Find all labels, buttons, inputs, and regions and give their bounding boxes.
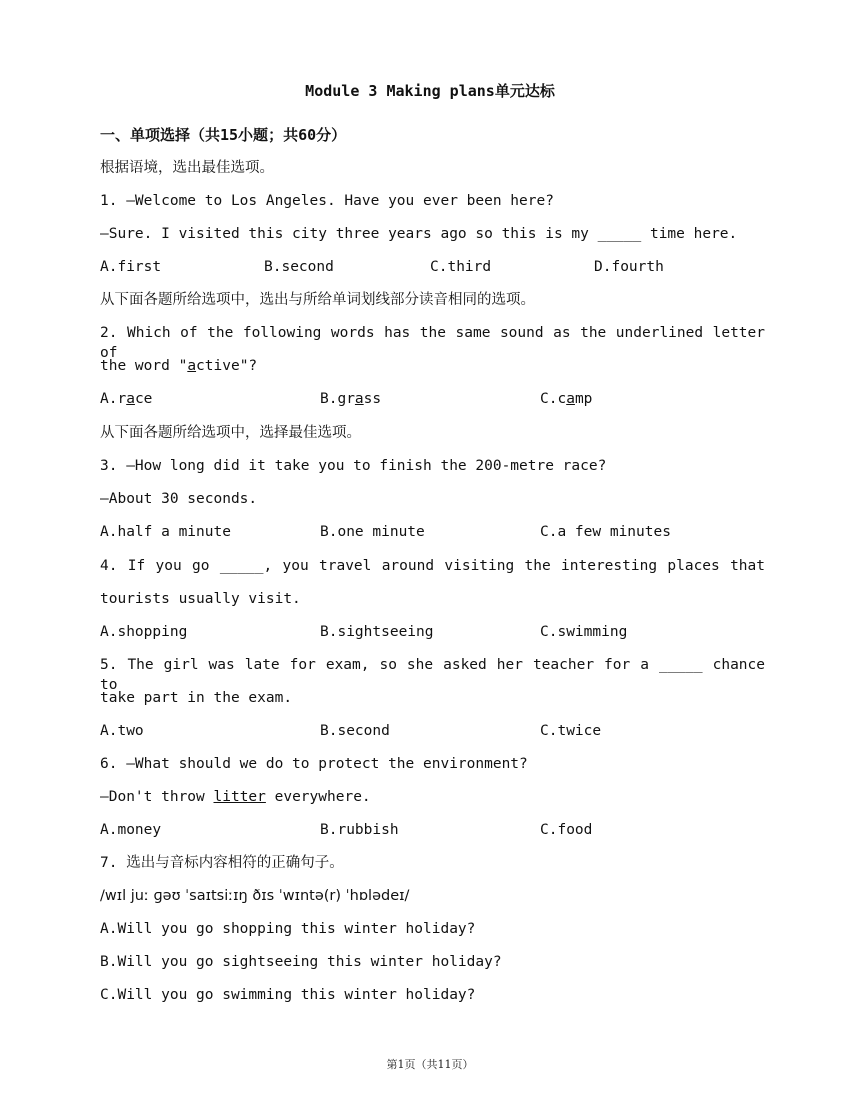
question-2-option-a[interactable] <box>100 389 152 409</box>
question-2-word-suffix: ctive"? <box>196 358 258 374</box>
question-7-phonetic: /wɪl juː ɡəʊ ˈsaɪtsiːɪŋ ðɪs ˈwɪntə(r) ˈhɒlədeɪ/ <box>100 888 410 904</box>
question-2-underlined-letter: a <box>187 358 197 374</box>
question-3-option-c[interactable]: C.a few minutes <box>540 524 671 540</box>
instruction-1: 根据语境，选出最佳选项。 <box>100 160 274 176</box>
question-1-reply: —Sure. I visited this city three years ago so this is my _____ time here. <box>100 226 738 242</box>
question-7-option-a[interactable]: A.Will you go shopping this winter holiday? <box>100 921 476 937</box>
question-5-option-b[interactable]: B.second <box>320 723 390 739</box>
option-b-underlined: a <box>354 391 364 407</box>
page-title: Module 3 Making plans单元达标 <box>305 82 555 100</box>
option-c-prefix: C.c <box>540 391 567 407</box>
question-1-options <box>100 257 765 277</box>
instruction-3: 从下面各题所给选项中，选择最佳选项。 <box>100 425 361 441</box>
instruction-2: 从下面各题所给选项中，选出与所给单词划线部分读音相同的选项。 <box>100 292 535 308</box>
question-5-stem-cont: take part in the exam. <box>100 690 293 706</box>
question-2-word <box>100 356 765 376</box>
question-3-stem: 3. —How long did it take you to finish the 200-metre race? <box>100 458 607 474</box>
question-3-option-a[interactable]: A.half a minute <box>100 524 231 540</box>
option-b-suffix: ss <box>363 391 382 407</box>
question-4-option-a[interactable]: A.shopping <box>100 624 188 640</box>
question-6-reply-prefix: —Don't throw <box>100 789 214 805</box>
option-c-underlined: a <box>566 391 575 407</box>
question-5-stem: 5. The girl was late for exam, so she asked her teacher for a _____ chance to <box>100 657 765 693</box>
question-6-option-c[interactable]: C.food <box>540 822 593 838</box>
question-4-option-c[interactable]: C.swimming <box>540 624 628 640</box>
question-5-option-c[interactable]: C.twice <box>540 723 602 739</box>
question-6-stem: 6. —What should we do to protect the environment? <box>100 756 528 772</box>
question-6-option-b[interactable]: B.rubbish <box>320 822 399 838</box>
question-6-option-a[interactable]: A.money <box>100 822 162 838</box>
question-5-option-a[interactable]: A.two <box>100 723 144 739</box>
option-a-underlined: a <box>126 391 135 407</box>
option-a-suffix: ce <box>134 391 153 407</box>
question-4-option-b[interactable]: B.sightseeing <box>320 624 434 640</box>
question-1-stem: 1. —Welcome to Los Angeles. Have you ever been here? <box>100 193 554 209</box>
question-2-options <box>100 389 765 409</box>
option-b-prefix: B.gr <box>320 391 355 407</box>
option-c-suffix: mp <box>574 391 593 407</box>
question-7-option-b[interactable]: B.Will you go sightseeing this winter holiday? <box>100 954 502 970</box>
question-4-stem-cont: tourists usually visit. <box>100 591 301 607</box>
question-2-stem: 2. Which of the following words has the same sound as the underlined letter of <box>100 325 765 361</box>
question-4-stem: 4. If you go _____, you travel around visiting the interesting places that <box>100 558 765 574</box>
question-2-word-prefix: the word " <box>100 358 188 374</box>
question-6-options <box>100 820 765 840</box>
question-3-reply: —About 30 seconds. <box>100 491 258 507</box>
page-number-footer: 第1页（共11页） <box>386 1058 474 1071</box>
question-7-option-c[interactable]: C.Will you go swimming this winter holiday? <box>100 987 476 1003</box>
question-2-option-b[interactable] <box>320 389 381 409</box>
question-6-reply-suffix: everywhere. <box>265 789 371 805</box>
section-heading: 一、单项选择（共15小题；共60分） <box>100 126 347 144</box>
question-1-option-b[interactable]: B.second <box>264 259 334 275</box>
question-4-options <box>100 622 765 642</box>
question-7-stem: 7. 选出与音标内容相符的正确句子。 <box>100 855 344 871</box>
question-3-options <box>100 522 765 542</box>
question-2-option-c[interactable] <box>540 389 592 409</box>
question-6-reply <box>100 787 765 807</box>
question-1-option-d[interactable]: D.fourth <box>594 259 664 275</box>
question-6-underlined-word: litter <box>213 789 266 805</box>
question-1-option-c[interactable]: C.third <box>430 259 492 275</box>
question-5-options <box>100 721 765 741</box>
question-3-option-b[interactable]: B.one minute <box>320 524 425 540</box>
question-1-option-a[interactable]: A.first <box>100 259 162 275</box>
option-a-prefix: A.r <box>100 391 127 407</box>
